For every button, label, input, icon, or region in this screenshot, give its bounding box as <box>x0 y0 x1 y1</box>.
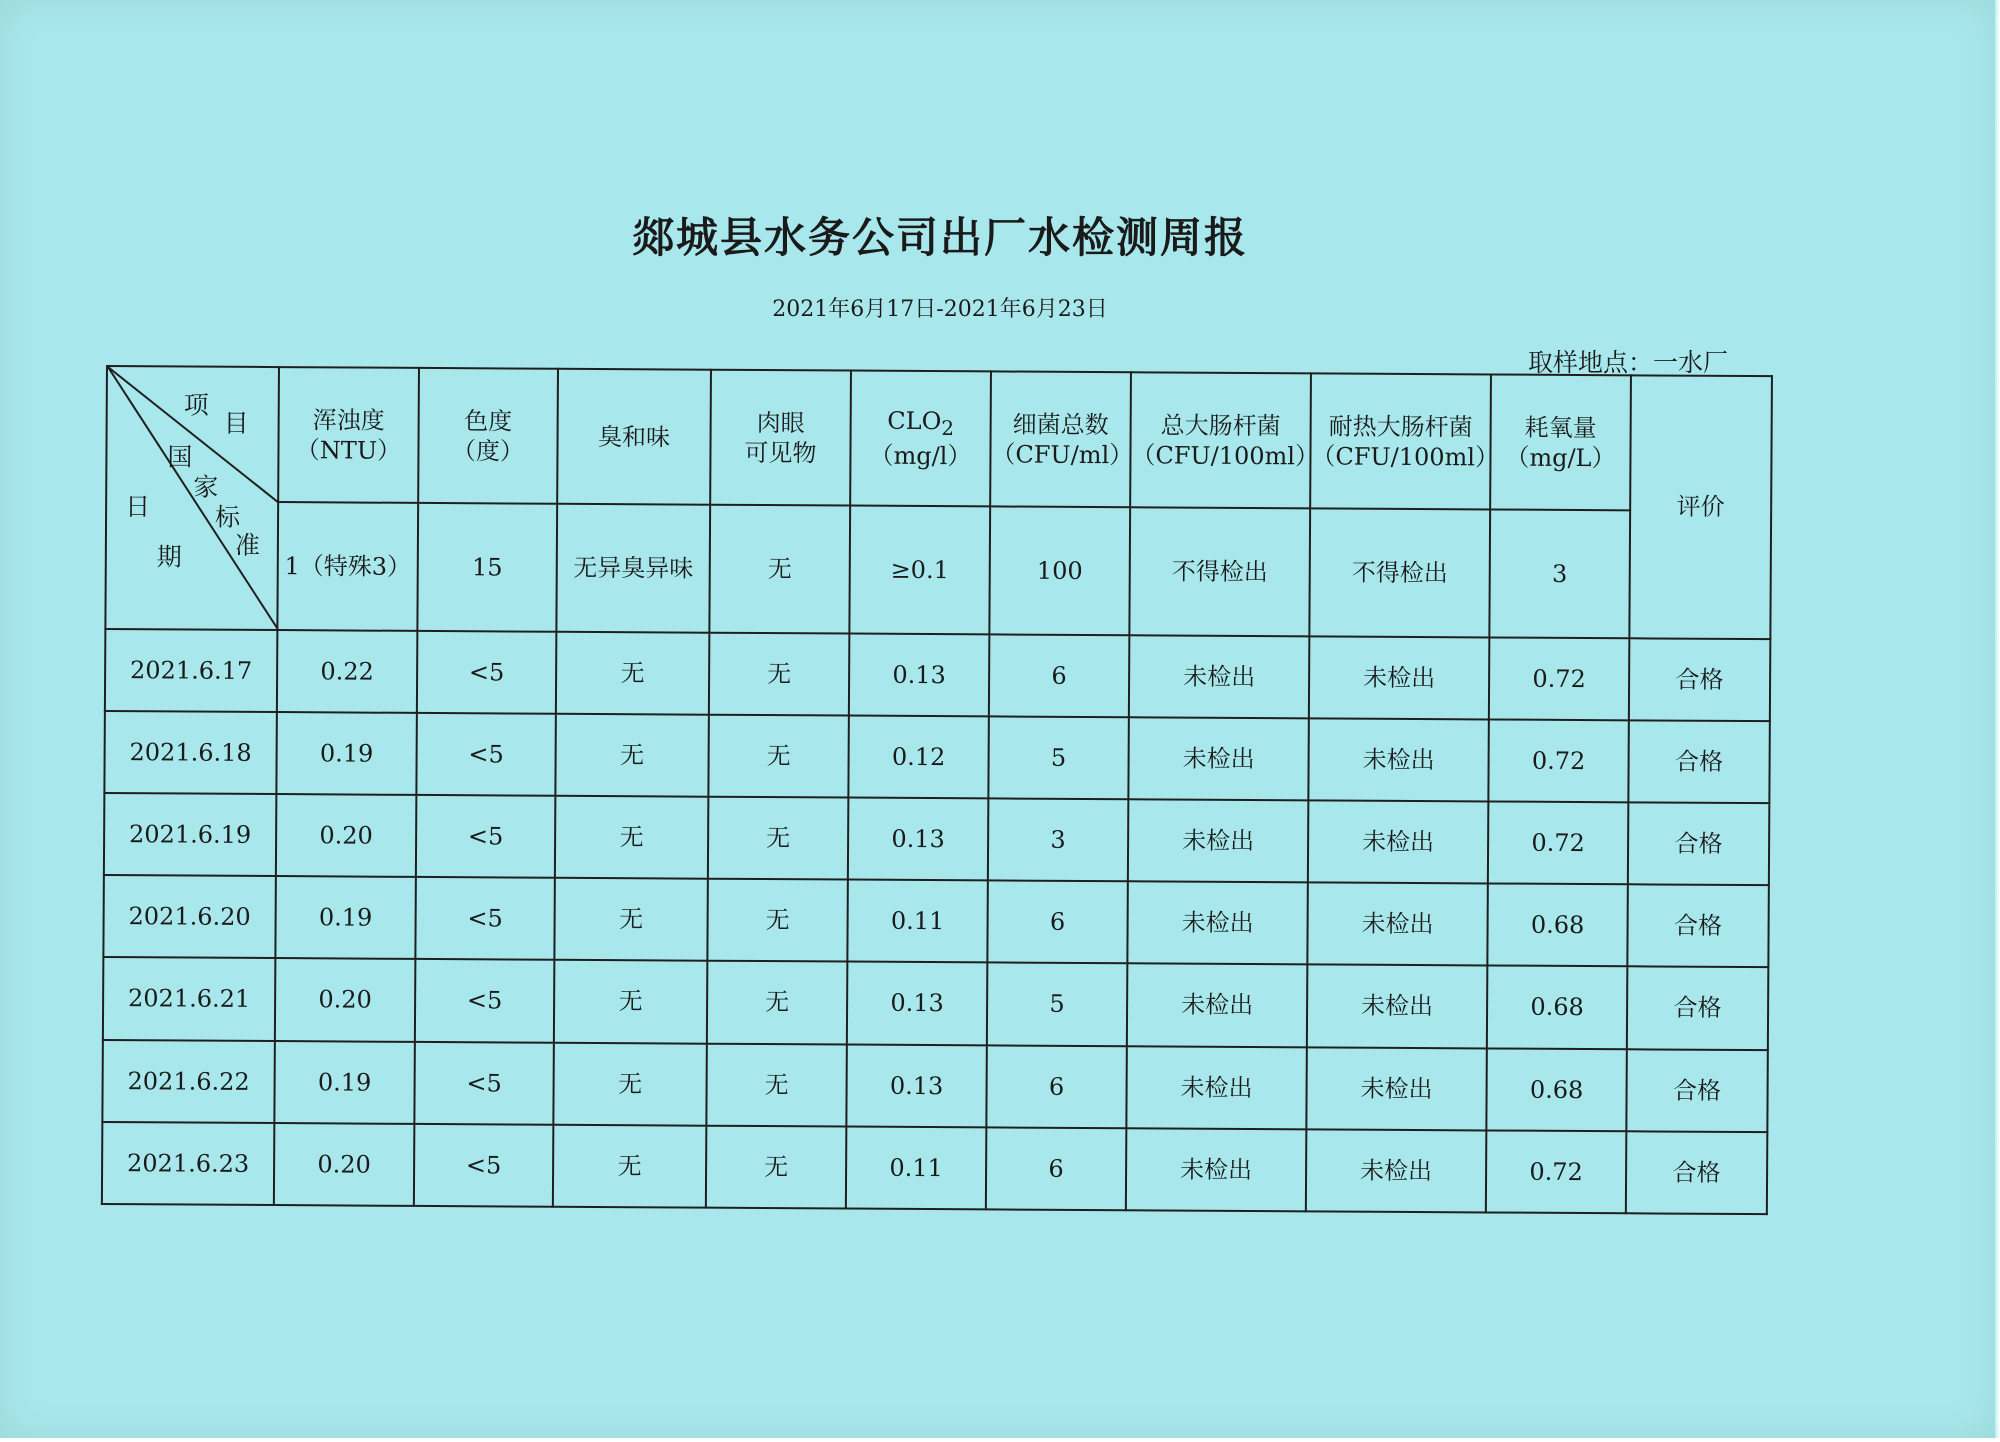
table-row <box>103 875 1768 967</box>
row-value: 6 <box>986 1045 1126 1128</box>
row-value: 0.72 <box>1488 719 1628 802</box>
row-value: 0.20 <box>274 1123 414 1206</box>
table-row <box>105 629 1770 721</box>
row-value: 0.19 <box>275 876 415 959</box>
standard-value: 无异臭异味 <box>556 504 710 632</box>
row-value: 未检出 <box>1128 717 1308 800</box>
row-evaluation: 合格 <box>1629 638 1770 721</box>
row-value: 未检出 <box>1309 636 1489 719</box>
row-value: 0.11 <box>847 880 987 963</box>
corner-label-std-1: 国 <box>167 442 193 472</box>
header-visible-matter: 肉眼 可见物 <box>710 370 851 506</box>
row-value: 0.68 <box>1487 884 1627 967</box>
row-value: 未检出 <box>1307 883 1487 966</box>
header-color: 色度 （度） <box>418 368 558 504</box>
header-total-coliform: 总大肠杆菌 （CFU/100ml） <box>1130 372 1311 508</box>
corner-label-std-4: 准 <box>234 530 261 560</box>
row-value: 0.68 <box>1486 1048 1626 1131</box>
row-value: 未检出 <box>1127 881 1307 964</box>
row-date: 2021.6.21 <box>103 957 275 1040</box>
row-date: 2021.6.22 <box>102 1040 274 1123</box>
row-value: 0.20 <box>275 958 415 1041</box>
standard-value: 不得检出 <box>1309 509 1490 637</box>
row-value: 未检出 <box>1129 635 1309 718</box>
header-evaluation: 评价 <box>1629 375 1772 638</box>
row-value: 无 <box>709 632 849 715</box>
corner-label-std-2: 家 <box>193 472 219 502</box>
standard-value: ≥0.1 <box>849 506 990 634</box>
corner-label-date-2: 期 <box>156 542 182 572</box>
row-value: 未检出 <box>1308 718 1488 801</box>
row-value: 0.19 <box>276 712 416 795</box>
row-date: 2021.6.23 <box>102 1122 274 1205</box>
corner-label-date-1: 日 <box>125 492 151 522</box>
row-value: 0.13 <box>847 962 987 1045</box>
header-thermotolerant-coliform: 耐热大肠杆菌 （CFU/100ml） <box>1310 373 1491 509</box>
row-value: 0.20 <box>276 794 416 877</box>
water-quality-table <box>101 365 1773 1215</box>
header-total-bacteria: 细菌总数 （CFU/ml） <box>990 371 1131 507</box>
header-clo2: $CLO_2$ （mg/l） <box>850 371 991 507</box>
row-value: 0.11 <box>846 1126 986 1209</box>
row-value: 无 <box>553 1042 706 1125</box>
sampling-location: 取样地点：一水厂 <box>1528 348 1729 377</box>
corner-label-std-3: 标 <box>214 502 241 532</box>
row-value: 无 <box>553 1124 706 1207</box>
row-value: 5 <box>988 716 1128 799</box>
table-row <box>102 1040 1767 1132</box>
standard-value: 3 <box>1489 510 1630 638</box>
row-evaluation: 合格 <box>1627 884 1768 967</box>
row-value: 无 <box>708 715 848 798</box>
report-date-range: 2021年6月17日-2021年6月23日 <box>772 297 1108 322</box>
row-evaluation: 合格 <box>1626 1131 1767 1214</box>
row-value: 0.22 <box>277 630 417 713</box>
row-value: 未检出 <box>1306 1129 1486 1212</box>
row-value: 0.13 <box>849 633 989 716</box>
row-value: 未检出 <box>1128 799 1308 882</box>
standard-value: 无 <box>709 505 850 633</box>
row-value: 0.72 <box>1486 1130 1626 1213</box>
row-value: <5 <box>416 713 555 796</box>
row-value: 0.12 <box>848 715 988 798</box>
row-value: 无 <box>708 797 848 880</box>
report-title: 郯城县水务公司出厂水检测周报 <box>631 213 1248 262</box>
corner-label-item-1: 项 <box>183 390 209 420</box>
header-oxygen-consumption: 耗氧量 （mg/L） <box>1490 374 1631 510</box>
row-value: 无 <box>706 1125 846 1208</box>
row-value: 5 <box>987 963 1127 1046</box>
header-odor-taste: 臭和味 <box>557 369 711 505</box>
row-value: 0.13 <box>848 798 988 881</box>
row-value: 未检出 <box>1127 964 1307 1047</box>
row-value: 0.13 <box>846 1044 986 1127</box>
table-row <box>104 711 1769 803</box>
row-value: 无 <box>555 714 708 797</box>
row-value: 0.19 <box>274 1041 414 1124</box>
row-evaluation: 合格 <box>1626 1049 1767 1132</box>
row-value: <5 <box>417 631 556 714</box>
header-row <box>106 366 1772 511</box>
row-value: 0.72 <box>1489 637 1629 720</box>
row-value: <5 <box>415 877 554 960</box>
row-evaluation: 合格 <box>1627 967 1768 1050</box>
row-value: 6 <box>989 634 1129 717</box>
standard-value: 不得检出 <box>1129 508 1310 636</box>
row-value: 无 <box>554 960 707 1043</box>
row-value: 无 <box>707 961 847 1044</box>
row-date: 2021.6.18 <box>104 711 276 794</box>
row-value: 6 <box>987 881 1127 964</box>
row-date: 2021.6.20 <box>103 875 275 958</box>
row-value: 无 <box>707 879 847 962</box>
row-value: <5 <box>415 959 554 1042</box>
header-turbidity: 浑浊度 （NTU） <box>278 367 419 503</box>
row-value: 未检出 <box>1308 800 1488 883</box>
corner-label-item-2: 目 <box>223 408 249 438</box>
standard-value: 100 <box>989 507 1130 635</box>
row-value: 无 <box>555 796 708 879</box>
row-value: 未检出 <box>1306 1047 1486 1130</box>
standard-value: 1（特殊3） <box>277 502 418 630</box>
scan-edge-bottom <box>0 1438 2000 1442</box>
standard-row <box>105 501 1771 638</box>
scan-edge <box>1995 0 2000 1442</box>
row-value: 0.68 <box>1487 966 1627 1049</box>
row-evaluation: 合格 <box>1628 720 1769 803</box>
row-value: <5 <box>416 795 555 878</box>
row-value: 未检出 <box>1126 1046 1306 1129</box>
row-value: 未检出 <box>1307 965 1487 1048</box>
row-value: 0.72 <box>1488 801 1628 884</box>
row-value: <5 <box>414 1041 553 1124</box>
data-rows <box>102 629 1770 1215</box>
table-row <box>103 957 1768 1049</box>
table-row <box>102 1122 1767 1214</box>
row-value: 未检出 <box>1126 1128 1306 1211</box>
row-date: 2021.6.17 <box>105 629 277 712</box>
row-value: 无 <box>706 1043 846 1126</box>
row-value: 无 <box>554 878 707 961</box>
row-value: <5 <box>414 1124 553 1207</box>
row-value: 3 <box>988 798 1128 881</box>
row-value: 无 <box>556 631 709 714</box>
table-row <box>104 793 1769 885</box>
row-value: 6 <box>986 1127 1126 1210</box>
standard-value: 15 <box>417 503 557 631</box>
corner-cell <box>105 366 279 630</box>
row-date: 2021.6.19 <box>104 793 276 876</box>
row-evaluation: 合格 <box>1628 802 1769 885</box>
